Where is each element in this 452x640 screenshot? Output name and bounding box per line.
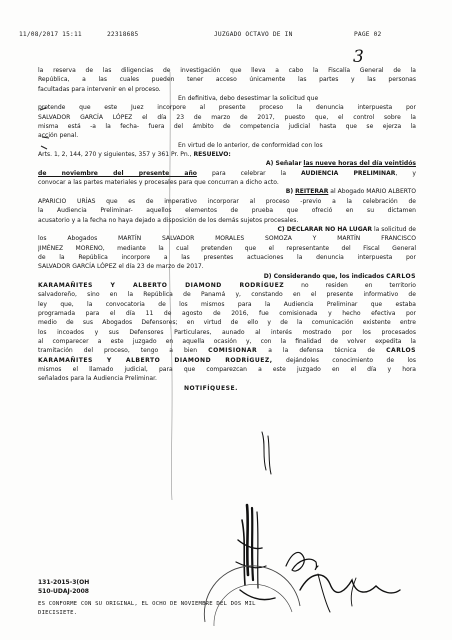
certification-line: ES CONFORME CON SU ORIGINAL, EL OCHO DE NOVIEMBRE DEL DOS MIL (38, 601, 256, 607)
defendant-names: KARAMAÑITES Y ALBERTO DIAMOND RODRÍGUEZ (38, 281, 285, 289)
text-line: KARAMAÑITES Y ALBERTO DIAMOND RODRÍGUEZ, dejándoles conocimiento de los (38, 356, 416, 364)
text-line: de noviembre del presente año para celebrar la AUDIENCIA PRELIMINAR, y (38, 169, 416, 177)
defendant-names: CARLOS (386, 347, 416, 355)
text-line: JIMÉNEZ MORENO, mediante la cual pretenden que el representante del Fiscal General (38, 244, 416, 252)
handwritten-page-mark: 3 (353, 47, 364, 67)
item-c-label: C) DECLARAR NO HA LUGAR (277, 225, 373, 233)
margin-tick (42, 137, 49, 138)
hearing-time: las nueve horas del día veintidós (303, 160, 416, 168)
text-line: SALVADOR GARCÍA LÓPEZ el día 23 de marzo de 2017, puesto que, el control sobre la (38, 113, 416, 121)
hearing-date: de noviembre del presente año (38, 169, 197, 177)
text-line: KARAMAÑITES Y ALBERTO DIAMOND RODRÍGUEZ no residen en territorio (38, 281, 416, 289)
text-line: APARICIO URÍAS que es de imperativo incorporar al proceso -previo a la celebración de (38, 197, 416, 205)
text-line: misma está -a la fecha- fuera del ámbito de competencia judicial hasta que se ejerza la (38, 123, 416, 131)
text-line: ley que, la convocatoria de los mismos para la Audiencia Preliminar que estaba (38, 300, 416, 308)
text-line: tramitación del proceso, tengo a bien COMISIONAR a la defensa técnica de CARLOS (38, 347, 416, 355)
text-line: SALVADOR GARCÍA LÓPEZ el día 23 de marzo de 2017. (38, 263, 204, 271)
resuelvo-heading: RESUELVO: (193, 151, 231, 159)
certification-line: DIECISIETE. (38, 610, 78, 616)
case-code-2: 510-UDAJ-2008 (38, 587, 89, 595)
text-line: programada para el día 11 de agosto de 2016, fue comisionada y hecho efectiva por (38, 309, 416, 317)
fax-datetime: 11/08/2017 15:11 (19, 31, 82, 38)
fax-court-name: JUZGADO OCTAVO DE IN (214, 31, 293, 38)
text-line: salvadoreño, sino en la República de Panamá y, constando en el presente informativo de (38, 291, 416, 299)
margin-tick (41, 146, 47, 149)
text-line: pretende que este Juez incorpore al presente proceso la denuncia interpuesta por (38, 104, 416, 112)
legal-articles: Arts. 1, 2, 144, 270 y siguientes, 357 y 361 Pr. Pn., (38, 151, 192, 159)
vertical-margin-stroke (170, 72, 173, 500)
text-line: la Audiencia Preliminar- aquellos elementos de prueba que ofreció en su dictamen (38, 207, 416, 215)
case-code-1: 131-2015-3(OH (38, 579, 90, 586)
comisionar-keyword: COMISIONAR (208, 347, 258, 355)
text-line: los incoados y sus Defensores Particulares, aunado al interés mostrado por los procesados (38, 328, 416, 336)
text-line: acción penal. (38, 132, 79, 140)
text-line: la reserva de las diligencias de investigación que lleva a cabo la Fiscalía General de la (38, 67, 416, 74)
fax-phone: 22318685 (107, 31, 139, 38)
text-line: República, a las cuales pueden tener acceso únicamente las partes y las personas (38, 76, 416, 84)
text-line: C) DECLARAR NO HA LUGAR la solicitud de (277, 225, 416, 233)
text-line: convocar a las partes materiales y procesales para que concurran a dicho acto. (38, 179, 279, 187)
defendant-names: KARAMAÑITES Y ALBERTO DIAMOND RODRÍGUEZ, (38, 356, 273, 364)
secretary-signature-icon (286, 552, 400, 612)
judge-signature-icon (236, 432, 275, 600)
text-line: facultadas para intervenir en el proceso. (38, 85, 161, 93)
fax-page-number: PAGE 02 (354, 31, 382, 38)
item-a-label: A) Señalar (265, 160, 302, 168)
text-line: mismos el llamado judicial, para que comparezcan a este juzgado en el día y hora (38, 366, 416, 373)
text-line: señalados para la Audiencia Preliminar. (38, 375, 157, 383)
text-line: de la República incorpore a las presentes actuaciones la denuncia interpuesta por (38, 253, 416, 261)
notifiquese: NOTIFÍQUESE. (184, 384, 238, 392)
text-line: medio de sus Abogados Defensores; en virtud de ello y de la comunicación existente entre (38, 319, 416, 327)
text-line: B) REITERAR al Abogado MARIO ALBERTO (285, 188, 416, 196)
item-b-label: B) (285, 188, 294, 196)
text-line: En virtud de lo anterior, de conformidad con los (178, 141, 323, 149)
audiencia-preliminar: AUDIENCIA PRELIMINAR (301, 169, 396, 177)
item-d-label: D) Considerando que, los indicados (263, 272, 385, 280)
text-line: acusatorio y a la fecha no haya dejado a disposición de los demás sujetos procesales. (38, 216, 299, 224)
reiterar-keyword: REITERAR (295, 188, 329, 196)
margin-tick (40, 108, 46, 110)
text-line: al comparecer a este juzgado en aquella ocasión y, con la finalidad de volver expedita la (38, 337, 416, 345)
text-line: En definitiva, debo desestimar la solicitud que (178, 95, 319, 103)
text-line: los Abogados MARTÍN SALVADOR MORALES SOMOZA Y MARTÍN FRANCISCO (38, 235, 416, 243)
defendant-names: CARLOS (386, 272, 416, 280)
